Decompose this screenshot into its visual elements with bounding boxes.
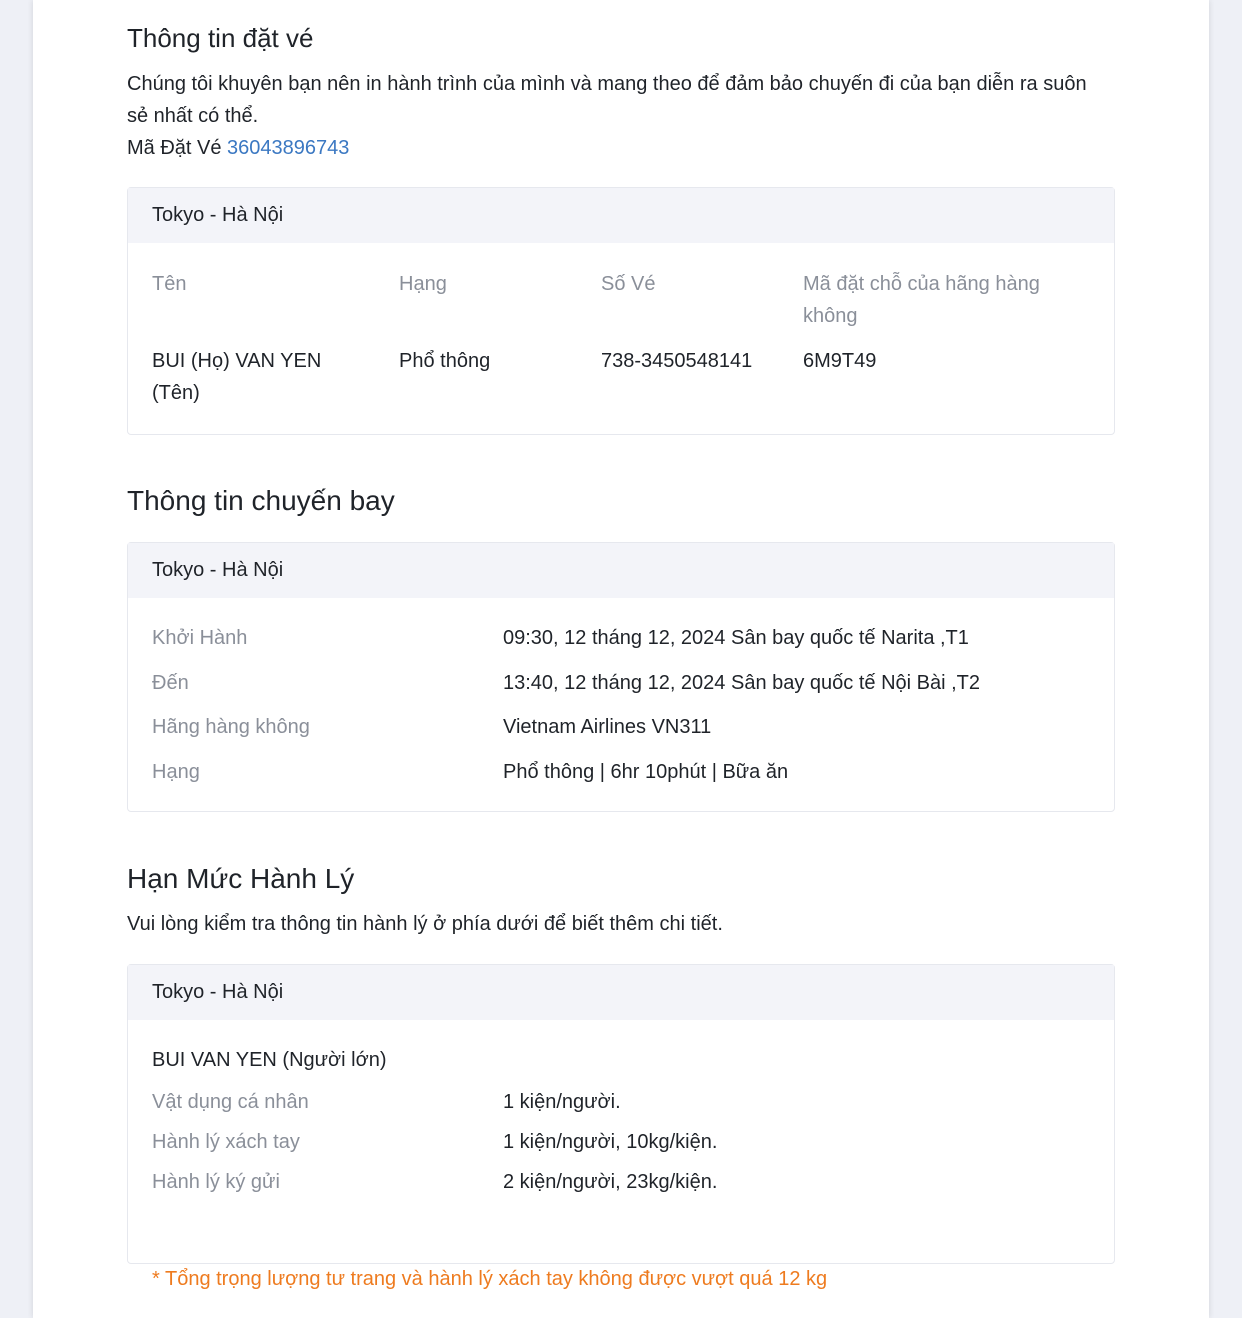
flight-card-route: Tokyo - Hà Nội [128, 543, 1114, 598]
airline-label: Hãng hàng không [152, 716, 310, 738]
passenger-class: Phổ thông [399, 350, 491, 372]
flight-info-card [127, 542, 1115, 812]
document-page [33, 0, 1209, 1318]
personal-item-value: 1 kiện/người. [503, 1091, 621, 1113]
carry-on-label: Hành lý xách tay [152, 1131, 300, 1153]
baggage-row-checked [152, 1166, 1092, 1198]
booking-code-label: Mã Đặt Vé [127, 137, 222, 159]
flight-row-arrival [152, 667, 1092, 699]
personal-item-label: Vật dụng cá nhân [152, 1091, 309, 1113]
baggage-row-personal [152, 1086, 1092, 1118]
booking-intro-text: Chúng tôi khuyên bạn nên in hành trình của mình và mang theo để đảm bảo chuyến đi của bạn diễn ra suôn sẻ nhất có thể. [127, 73, 1087, 127]
checked-baggage-value: 2 kiện/người, 23kg/kiện. [503, 1171, 718, 1193]
departure-value: 09:30, 12 tháng 12, 2024 Sân bay quốc tế Narita ,T1 [503, 627, 969, 649]
baggage-card-route: Tokyo - Hà Nội [128, 965, 1114, 1020]
class-label: Hạng [152, 761, 200, 783]
baggage-passenger-name: BUI VAN YEN (Người lớn) [152, 1049, 387, 1071]
baggage-weight-note: * Tổng trọng lượng tư trang và hành lý xách tay không được vượt quá 12 kg [152, 1268, 828, 1290]
checked-baggage-label: Hành lý ký gửi [152, 1171, 280, 1193]
departure-label: Khởi Hành [152, 627, 248, 649]
carry-on-value: 1 kiện/người, 10kg/kiện. [503, 1131, 718, 1153]
booking-code-link[interactable]: 36043896743 [227, 137, 350, 159]
booking-code-line [127, 132, 349, 164]
passenger-ticket-card [127, 187, 1115, 435]
arrival-label: Đến [152, 672, 189, 694]
flight-row-airline [152, 711, 1092, 743]
column-header-name: Tên [152, 273, 187, 295]
flight-info-heading: Thông tin chuyến bay [127, 485, 395, 516]
airline-value: Vietnam Airlines VN311 [503, 716, 712, 738]
baggage-card [127, 964, 1115, 1290]
class-value: Phổ thông | 6hr 10phút | Bữa ăn [503, 761, 789, 783]
flight-row-class [152, 756, 1092, 788]
column-header-ticket: Số Vé [601, 273, 656, 295]
flight-row-departure [152, 622, 1092, 654]
column-header-class: Hạng [399, 273, 447, 295]
passenger-card-route: Tokyo - Hà Nội [128, 188, 1114, 243]
booking-info-heading: Thông tin đặt vé [127, 23, 314, 53]
airline-pnr: 6M9T49 [803, 350, 877, 372]
baggage-intro-text: Vui lòng kiểm tra thông tin hành lý ở phía dưới để biết thêm chi tiết. [127, 913, 723, 935]
column-header-pnr: Mã đặt chỗ của hãng hàng không [803, 273, 1040, 327]
baggage-heading: Hạn Mức Hành Lý [127, 863, 355, 894]
passenger-name: BUI (Họ) VAN YEN (Tên) [152, 350, 322, 404]
arrival-value: 13:40, 12 tháng 12, 2024 Sân bay quốc tế Nội Bài ,T2 [503, 672, 981, 694]
baggage-row-carry-on [152, 1126, 1092, 1158]
ticket-number: 738-3450548141 [601, 350, 753, 372]
